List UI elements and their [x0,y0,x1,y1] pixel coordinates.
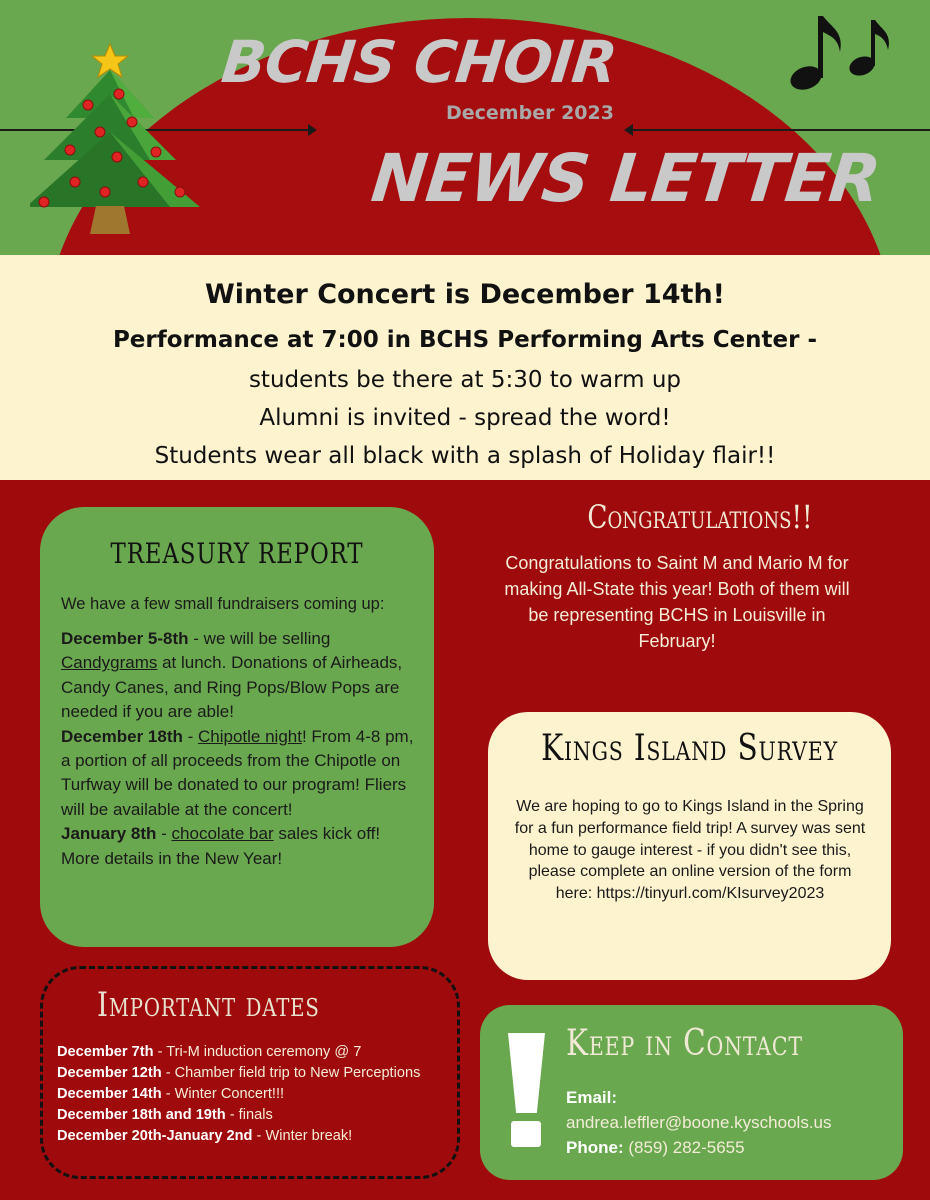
date-item-date: December 12th [57,1065,162,1081]
concert-dress-line: Students wear all black with a splash of Holiday flair!! [154,443,776,469]
chipotle-night-link[interactable]: Chipotle night [198,726,302,746]
treasury-item [61,725,421,823]
treasury-item-date: December 5-8th [61,629,189,648]
email-label: Email: [566,1088,618,1107]
treasury-item [61,822,421,871]
date-item-date: December 18th and 19th [57,1107,226,1123]
newsletter-title-top: BCHS CHOIR [218,28,620,96]
important-dates-heading: Important dates [97,985,320,1025]
date-item-date: December 20th-January 2nd [57,1128,253,1144]
treasury-item-text: - [156,824,172,844]
treasury-item [61,627,421,725]
treasury-item-text: - [182,726,198,746]
date-item [57,1126,457,1147]
newsletter-title-bottom: NEWS LETTER [367,140,884,217]
exclamation-icon [508,1033,545,1113]
congrats-text: Congratulations to Saint M and Mario M for making All-State this year! Both of them will be representing BCHS in Louisville in February! [504,553,850,651]
congrats-heading: Congratulations!! [587,498,813,536]
important-dates-card [40,966,460,1179]
survey-text: We are hoping to go to Kings Island in the Spring for a fun performance field trip! A survey was sent home to gauge interest - if you didn't see this, please complete an online version of the form here: https://tinyurl.com/KIsurvey2023 [514,798,866,903]
treasury-item-text: ! From 4-8 pm, a portion of all proceeds from the Chipotle on Turfway will be donated to our program! Fliers will be available at the concert! [61,726,414,819]
concert-banner [0,255,930,480]
email-label-row [566,1085,896,1110]
date-item-date: December 7th [57,1044,154,1060]
chocolate-bar-link[interactable]: chocolate bar [171,824,274,844]
date-item-text: - Winter Concert!!! [161,1086,285,1102]
phone-row [566,1135,896,1160]
date-item-text: - Chamber field trip to New Perceptions [161,1065,421,1081]
music-notes-icon [782,8,897,98]
candygrams-link[interactable]: Candygrams [61,653,158,673]
treasury-item-text: at lunch. Donations of Airheads, Candy Canes, and Ring Pops/Blow Pops are needed if you are able! [61,653,403,722]
treasury-heading: TREASURY REPORT [110,537,364,570]
phone-number[interactable]: (859) 282-5655 [628,1138,745,1157]
concert-headline: Winter Concert is December 14th! [205,279,725,310]
treasury-item-date: January 8th [61,824,157,844]
header-divider-right [630,129,930,131]
treasury-item-text: - we will be selling [188,629,331,648]
date-item [57,1084,457,1105]
exclamation-dot-icon [511,1121,541,1147]
christmas-tree-icon [30,42,210,242]
email-address[interactable]: andrea.leffler@boone.kyschools.us [566,1113,832,1132]
newsletter-date: December 2023 [446,102,614,124]
important-dates-list [57,1042,457,1147]
date-item [57,1105,457,1126]
phone-label: Phone: [566,1138,624,1157]
date-item [57,1063,457,1084]
contact-details [566,1085,896,1160]
arrow-left-icon [624,124,633,136]
contact-heading: Keep in Contact [566,1023,803,1064]
arrow-right-icon [308,124,317,136]
treasury-intro: We have a few small fundraisers coming up: [61,595,385,613]
contact-card [480,1005,903,1180]
date-item-text: - Winter break! [252,1128,353,1144]
treasury-report-card [40,507,434,947]
treasury-item-date: December 18th [61,726,183,746]
survey-heading: Kings Island Survey [541,728,838,769]
concert-performance-line: Performance at 7:00 in BCHS Performing Arts Center - [112,327,818,353]
concert-alumni-line: Alumni is invited - spread the word! [259,405,671,431]
treasury-item-text: sales kick off! More details in the New Year! [61,824,381,868]
date-item [57,1042,457,1063]
kings-island-survey-card [488,712,891,980]
concert-warmup-line: students be there at 5:30 to warm up [248,367,682,393]
date-item-text: - Tri-M induction ceremony @ 7 [153,1044,362,1060]
date-item-date: December 14th [57,1086,162,1102]
newsletter-header [0,0,930,255]
treasury-items [61,627,421,871]
date-item-text: - finals [225,1107,273,1123]
